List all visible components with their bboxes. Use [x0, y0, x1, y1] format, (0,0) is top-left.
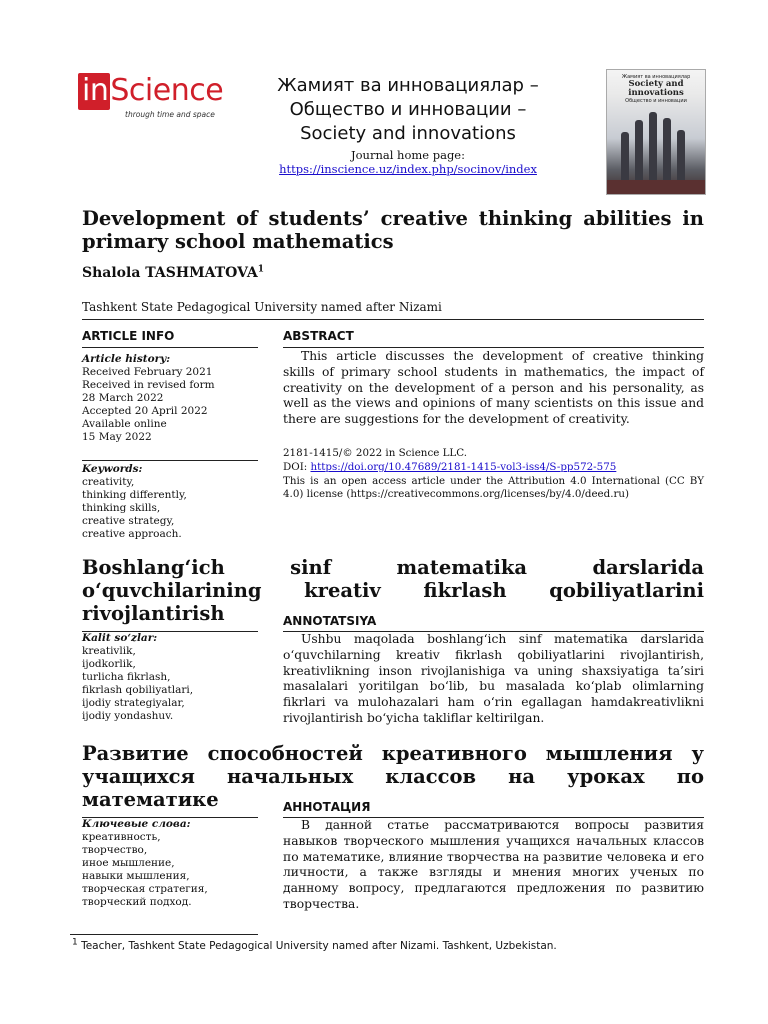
footnote-divider — [70, 934, 258, 935]
history-item: 28 March 2022 — [82, 392, 164, 404]
history-item: 15 May 2022 — [82, 431, 152, 443]
author-affiliation: Tashkent State Pedagogical University named after Nizami — [82, 300, 442, 314]
journal-home-label: Journal home page: — [351, 148, 465, 162]
abstract-text: This article discusses the development of creative thinking skills of primary school students in mathematics, the impact of creativity on the development of a person and his personality, as well as the views and opinions of many scientists on this issue and there are suggestions for the development of creativity. — [283, 349, 704, 427]
cover-statue-figure — [649, 112, 657, 182]
keywords-label-uz: Kalit so‘zlar: — [82, 632, 158, 644]
cover-statue-figure — [635, 120, 643, 182]
article-history — [82, 353, 258, 444]
footnote-mark: 1 — [72, 937, 78, 948]
logo-science: Science — [110, 73, 224, 108]
keyword: kreativlik, — [82, 645, 136, 657]
annotatsiya-text: Ushbu maqolada boshlang‘ich sinf matematika darslarida o‘quvchilarning kreativ fikrlash qobiliyatlarini rivojlantirish, kreativlikning inson rivojlanishiga va uning shaxsiyatiga ta’siri masalalari yoritilgan bo‘lib, bu masalada ko‘plab olimlarning fikrlari va mulohazalari ham o‘rin egallagan hamdakreativlikni rivojlantirish bo‘yicha takliflar keltirilgan. — [283, 632, 704, 725]
keyword: ijodiy strategiyalar, — [82, 697, 185, 709]
journal-title-uz: Жамият ва инновациялар – — [277, 75, 539, 96]
doi-link[interactable]: https://doi.org/10.47689/2181-1415-vol3-iss4/S-pp572-575 — [310, 461, 617, 473]
keyword: fikrlash qobiliyatlari, — [82, 684, 194, 696]
doi-label: DOI: — [283, 461, 311, 473]
divider — [82, 347, 258, 348]
keyword: навыки мышления, — [82, 870, 190, 882]
keywords-label: Keywords: — [82, 463, 143, 475]
keyword: ijodkorlik, — [82, 658, 136, 670]
keywords-uz — [82, 632, 258, 723]
keyword: thinking differently, — [82, 489, 187, 501]
author-footnote-mark[interactable]: 1 — [257, 264, 264, 275]
keyword: креативность, — [82, 831, 161, 843]
footnote — [72, 937, 712, 952]
keywords-en — [82, 463, 258, 541]
keyword: creative strategy, — [82, 515, 175, 527]
divider — [82, 460, 258, 461]
divider — [283, 347, 704, 348]
history-item: Received February 2021 — [82, 366, 213, 378]
uzbek-title: Boshlang‘ich sinf matematika darslarida o‘quvchilarining kreativ fikrlash qobiliyatlarini rivojlantirish — [82, 556, 704, 625]
cover-statue-figure — [677, 130, 685, 182]
keyword: творческая стратегия, — [82, 883, 208, 895]
copyright-line: 2181-1415/© 2022 in Science LLC. — [283, 447, 468, 459]
keyword: ijodiy yondashuv. — [82, 710, 174, 722]
cover-subtitle: Общество и инновации — [625, 98, 687, 104]
annotatsiya-ru-heading: АННОТАЦИЯ — [283, 800, 371, 814]
cover-top-text: Жамият ва инновациялар — [621, 74, 691, 80]
publisher-logo — [78, 73, 238, 126]
license-text: This is an open access article under the Attribution 4.0 International (CC BY 4.0) license (https://creativecommons.org/licenses/by/4.0/deed.ru) — [283, 475, 704, 500]
keyword: иное мышление, — [82, 857, 175, 869]
divider — [82, 319, 704, 320]
keyword: creative approach. — [82, 528, 182, 540]
keywords-ru — [82, 818, 258, 909]
doi-line — [283, 461, 704, 474]
keyword: turlicha fikrlash, — [82, 671, 171, 683]
keyword: творчество, — [82, 844, 148, 856]
history-item: Available online — [82, 418, 167, 430]
history-item: Received in revised form — [82, 379, 215, 391]
journal-cover-image — [606, 69, 706, 195]
journal-title-ru: Общество и инновации – — [289, 99, 527, 120]
abstract-heading: ABSTRACT — [283, 329, 354, 343]
journal-home-link[interactable]: https://inscience.uz/index.php/socinov/index — [279, 162, 537, 176]
journal-title-en: Society and innovations — [300, 123, 516, 144]
keyword: creativity, — [82, 476, 135, 488]
russian-title: Развитие способностей креативного мышления у учащихся начальных классов на уроках по математике — [82, 742, 704, 811]
article-info-heading: ARTICLE INFO — [82, 329, 175, 343]
keyword: творческий подход. — [82, 896, 192, 908]
keywords-label-ru: Ключевые слова: — [82, 818, 191, 830]
cover-title: Society and innovations — [628, 79, 684, 98]
author-name-text: Shalola TASHMATOVA — [82, 265, 258, 281]
keyword: thinking skills, — [82, 502, 161, 514]
cover-statue-figure — [663, 118, 671, 182]
cover-statue-figure — [621, 132, 629, 182]
cover-statue-base — [607, 180, 705, 194]
logo-tagline: through time and space — [125, 110, 215, 119]
article-history-label: Article history: — [82, 353, 171, 365]
footnote-text: Teacher, Tashkent State Pedagogical University named after Nizami. Tashkent, Uzbekistan. — [81, 940, 557, 952]
history-item: Accepted 20 April 2022 — [82, 405, 208, 417]
annotatsiya-heading: ANNOTATSIYA — [283, 614, 377, 628]
journal-header — [258, 74, 558, 176]
annotatsiya-ru-text: В данной статье рассматриваются вопросы развития навыков творческого мышления учащихся начальных классов по математике, влияние творчества на развитие человека и его личности, а также взгляды и мнения многих ученых по данному вопросу, предлагаются предложения по развитию творчества. — [283, 818, 704, 911]
logo-in: in — [78, 73, 110, 110]
article-title: Development of students’ creative thinking abilities in primary school mathematics — [82, 207, 704, 253]
author-name — [82, 265, 264, 281]
